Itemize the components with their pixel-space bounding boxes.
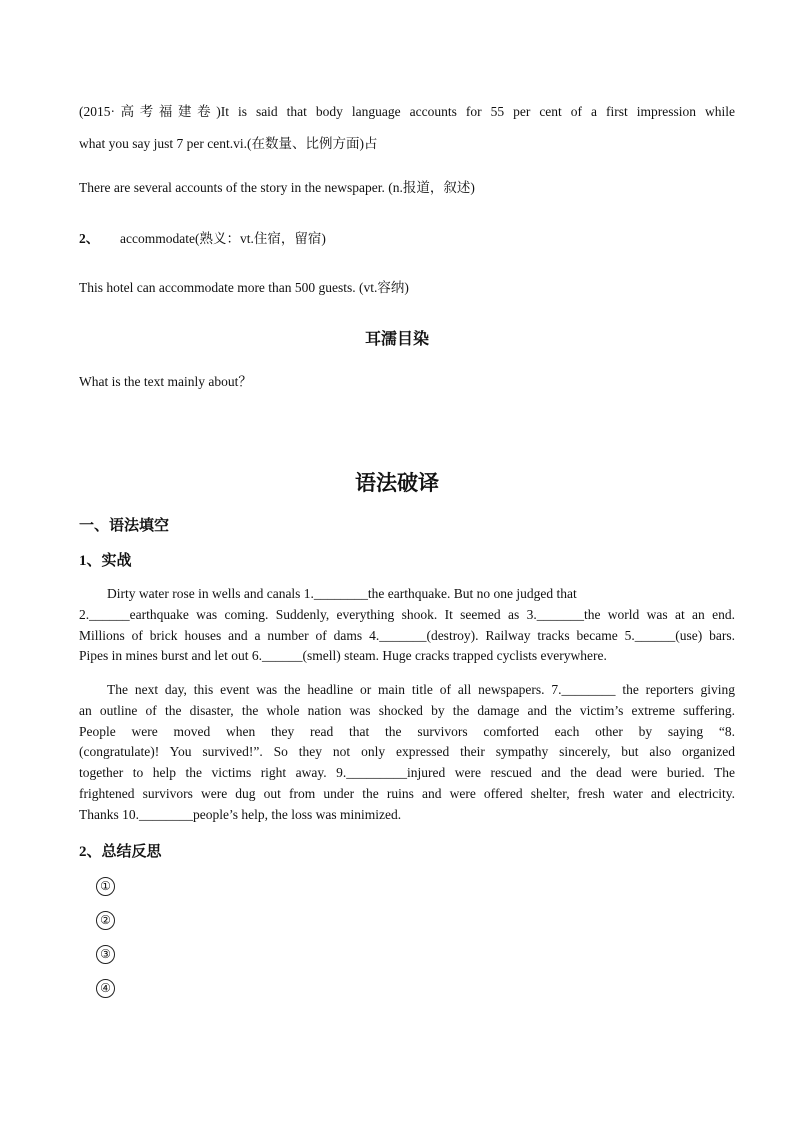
circled-number-1: ① — [96, 877, 115, 896]
paragraph-2-line-7: Thanks 10.________people’s help, the loss was minimized. — [79, 806, 402, 822]
paragraph-1-line-2: 2.______earthquake was coming. Suddenly, everything shook. It seemed as 3._______the world was at an end. — [79, 606, 735, 622]
paragraph-2 — [79, 680, 735, 826]
circled-number-2: ② — [96, 911, 115, 930]
subsection-1-heading: 1、实战 — [79, 553, 132, 569]
circled-number-3: ③ — [96, 945, 115, 964]
paragraph-2-line-6: frightened survivors were dug out from under the ruins and were offered shelter, fresh water and electricity. — [79, 785, 735, 801]
paragraph-1-line-3: Millions of brick houses and a number of dams 4._______(destroy). Railway tracks became 5.______(use) bars. — [79, 627, 735, 643]
paragraph-1-line-1: Dirty water rose in wells and canals 1.________the earthquake. But no one judged that — [107, 586, 577, 601]
listening-title: 耳濡目染 — [364, 331, 429, 348]
intro-line-3: There are several accounts of the story in the newspaper. (n.报道，叙述) — [79, 180, 475, 195]
intro-line-1: (2015·高考福建卷)It is said that body language accounts for 55 per cent of a first impression while — [79, 104, 735, 119]
paragraph-2-line-1: The next day, this event was the headline or main title of all newspapers. 7.________ the reporters giving — [107, 682, 735, 697]
item-2-text: accommodate(熟义：vt.住宿，留宿) — [120, 231, 326, 246]
circled-number-4: ④ — [96, 979, 115, 998]
paragraph-2-line-2: an outline of the disaster, the whole nation was shocked by the damage and the victim’s extreme suffering. — [79, 702, 735, 718]
grammar-title: 语法破译 — [355, 471, 439, 495]
subsection-2-heading: 2、总结反思 — [79, 844, 162, 860]
item-2 — [79, 229, 735, 249]
listening-question: What is the text mainly about？ — [79, 374, 252, 389]
paragraph-2-line-4: (congratulate)! You survived!”. So they not only expressed their sympathy sincerely, but also organized — [79, 744, 735, 760]
paragraph-1-line-4: Pipes in mines burst and let out 6.______(smell) steam. Huge cracks trapped cyclists everywhere. — [79, 648, 607, 664]
intro-line-5: This hotel can accommodate more than 500 guests. (vt.容纳) — [79, 280, 409, 295]
paragraph-2-line-3: People were moved when they read that the survivors comforted each other by saying “8. — [79, 723, 735, 739]
item-2-number: 2、 — [79, 231, 100, 246]
paragraph-1 — [79, 584, 735, 667]
intro-line-2: what you say just 7 per cent.vi.(在数量、比例方面)占 — [79, 136, 378, 151]
section-1-heading: 一、语法填空 — [79, 518, 170, 534]
paragraph-2-line-5: together to help the victims right away. 9._________injured were rescued and the dead were buried. The — [79, 765, 735, 781]
